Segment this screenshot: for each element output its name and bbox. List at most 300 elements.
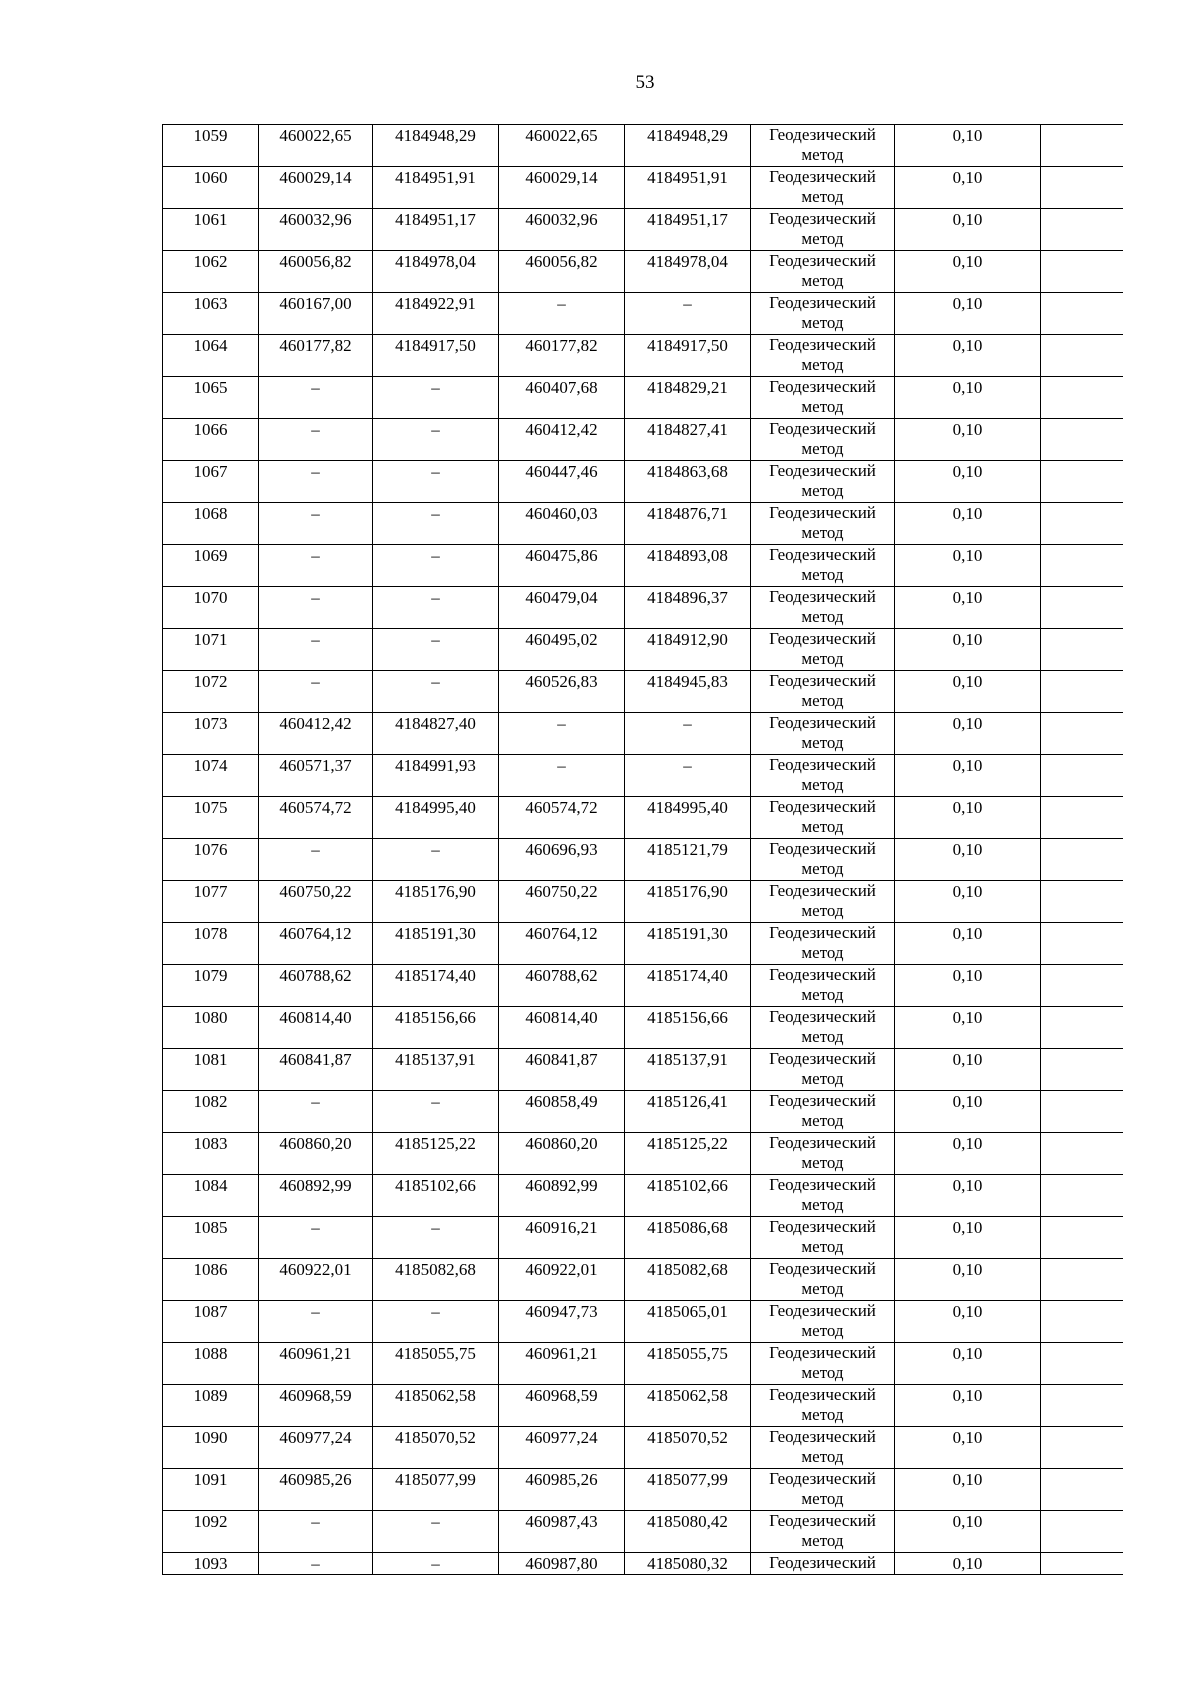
cell-value: 0,10 [952,546,983,565]
cell-value: 0,10 [952,420,983,439]
old-x-cell [259,1511,373,1553]
accuracy-cell [895,1301,1041,1343]
cell-value: 4184978,04 [395,252,476,271]
empty-cell [1041,1175,1123,1217]
cell-value: 4184945,83 [647,672,728,691]
new-y-cell [625,377,751,419]
cell-value: 460860,20 [279,1134,352,1153]
cell-value: – [311,504,320,523]
cell-value: 1060 [193,168,228,187]
method-cell [751,125,895,167]
cell-value: 1090 [193,1428,228,1447]
cell-value: 460574,72 [525,798,598,817]
cell-value: 0,10 [952,1008,983,1027]
cell-value: 460495,02 [525,630,598,649]
method-text: Геодезический [769,1511,876,1530]
new-y-cell [625,1259,751,1301]
old-y-cell [373,755,499,797]
old-y-cell [373,293,499,335]
method-cell [751,209,895,251]
new-x-cell [499,839,625,881]
new-y-cell [625,461,751,503]
method-text: Геодезический [769,1133,876,1152]
cell-value: 460892,99 [279,1176,352,1195]
method-text: Геодезический [769,1007,876,1026]
empty-cell [1041,587,1123,629]
table-row [163,881,1123,923]
cell-value: – [431,630,440,649]
cell-value: 4184827,40 [395,714,476,733]
empty-cell [1041,377,1123,419]
new-x-cell [499,1469,625,1511]
cell-value: 0,10 [952,378,983,397]
point-number-cell [163,461,259,503]
empty-cell [1041,881,1123,923]
method-cell [751,1553,895,1575]
method-text: Геодезический [769,797,876,816]
cell-value: – [311,1092,320,1111]
new-y-cell [625,1301,751,1343]
table-row [163,419,1123,461]
method-text: Геодезический [769,839,876,858]
cell-value: 4184863,68 [647,462,728,481]
cell-value: 4185070,52 [647,1428,728,1447]
point-number-cell [163,587,259,629]
cell-value: – [557,294,566,313]
method-cell [751,335,895,377]
cell-value: 4184829,21 [647,378,728,397]
method-text-continued: метод [801,1195,844,1214]
table-row [163,671,1123,713]
cell-value: 1071 [193,630,228,649]
method-cell [751,1511,895,1553]
accuracy-cell [895,167,1041,209]
table-row [163,251,1123,293]
method-text-continued: метод [801,523,844,542]
new-x-cell [499,1259,625,1301]
method-text-continued: метод [801,1363,844,1382]
cell-value: – [431,672,440,691]
point-number-cell [163,881,259,923]
cell-value: 4185176,90 [395,882,476,901]
method-cell [751,1133,895,1175]
cell-value: 1092 [193,1512,228,1531]
cell-value: 0,10 [952,504,983,523]
method-text: Геодезический [769,1385,876,1404]
method-text-continued: метод [801,943,844,962]
cell-value: 0,10 [952,882,983,901]
method-cell [751,461,895,503]
old-x-cell [259,839,373,881]
method-text: Геодезический [769,965,876,984]
cell-value: 460056,82 [525,252,598,271]
accuracy-cell [895,251,1041,293]
cell-value: 4185156,66 [647,1008,728,1027]
new-y-cell [625,797,751,839]
old-x-cell [259,1217,373,1259]
cell-value: 1064 [193,336,228,355]
new-x-cell [499,503,625,545]
cell-value: – [431,1302,440,1321]
cell-value: 1080 [193,1008,228,1027]
method-text: Геодезический [769,923,876,942]
cell-value: 4184991,93 [395,756,476,775]
method-text-continued: метод [801,691,844,710]
point-number-cell [163,1427,259,1469]
new-y-cell [625,1007,751,1049]
cell-value: 1068 [193,504,228,523]
point-number-cell [163,419,259,461]
new-x-cell [499,1301,625,1343]
cell-value: 460032,96 [525,210,598,229]
method-cell [751,503,895,545]
old-x-cell [259,965,373,1007]
cell-value: 4184951,17 [647,210,728,229]
cell-value: 460961,21 [279,1344,352,1363]
method-text-continued: метод [801,439,844,458]
method-text: Геодезический [769,1217,876,1236]
new-x-cell [499,1511,625,1553]
cell-value: 0,10 [952,1428,983,1447]
empty-cell [1041,419,1123,461]
cell-value: 1088 [193,1344,228,1363]
cell-value: 0,10 [952,252,983,271]
cell-value: 460574,72 [279,798,352,817]
method-cell [751,419,895,461]
method-text: Геодезический [769,1175,876,1194]
new-y-cell [625,1343,751,1385]
cell-value: 0,10 [952,1512,983,1531]
table-row [163,629,1123,671]
old-x-cell [259,1385,373,1427]
cell-value: 4185065,01 [647,1302,728,1321]
empty-cell [1041,167,1123,209]
table-row [163,461,1123,503]
old-y-cell [373,335,499,377]
new-x-cell [499,1049,625,1091]
new-y-cell [625,167,751,209]
old-x-cell [259,629,373,671]
cell-value: 1062 [193,252,228,271]
empty-cell [1041,755,1123,797]
cell-value: – [311,1554,320,1573]
method-text: Геодезический [769,713,876,732]
cell-value: 460475,86 [525,546,598,565]
new-x-cell [499,1385,625,1427]
cell-value: 460177,82 [279,336,352,355]
old-x-cell [259,1553,373,1575]
cell-value: 0,10 [952,1176,983,1195]
cell-value: 4184948,29 [647,126,728,145]
accuracy-cell [895,923,1041,965]
old-y-cell [373,1259,499,1301]
empty-cell [1041,1511,1123,1553]
method-text-continued: метод [801,607,844,626]
method-text: Геодезический [769,1049,876,1068]
method-cell [751,1427,895,1469]
empty-cell [1041,1427,1123,1469]
accuracy-cell [895,1385,1041,1427]
cell-value: 1074 [193,756,228,775]
method-text-continued: метод [801,1279,844,1298]
point-number-cell [163,377,259,419]
cell-value: 460841,87 [279,1050,352,1069]
cell-value: 4184922,91 [395,294,476,313]
empty-cell [1041,461,1123,503]
cell-value: 0,10 [952,462,983,481]
old-y-cell [373,1301,499,1343]
empty-cell [1041,629,1123,671]
method-cell [751,965,895,1007]
point-number-cell [163,1133,259,1175]
method-text-continued: метод [801,649,844,668]
point-number-cell [163,545,259,587]
accuracy-cell [895,377,1041,419]
old-x-cell [259,755,373,797]
old-x-cell [259,587,373,629]
method-cell [751,1049,895,1091]
point-number-cell [163,755,259,797]
table-row [163,1343,1123,1385]
method-text-continued: метод [801,1111,844,1130]
cell-value: 460858,49 [525,1092,598,1111]
old-y-cell [373,419,499,461]
point-number-cell [163,293,259,335]
cell-value: 460860,20 [525,1134,598,1153]
method-cell [751,1301,895,1343]
cell-value: – [311,630,320,649]
old-x-cell [259,167,373,209]
point-number-cell [163,1049,259,1091]
old-x-cell [259,881,373,923]
table-row [163,1217,1123,1259]
cell-value: 4185062,58 [395,1386,476,1405]
method-text-continued: метод [801,1321,844,1340]
accuracy-cell [895,629,1041,671]
point-number-cell [163,503,259,545]
table-row [163,839,1123,881]
new-x-cell [499,377,625,419]
new-x-cell [499,1217,625,1259]
old-y-cell [373,1385,499,1427]
empty-cell [1041,1091,1123,1133]
old-x-cell [259,251,373,293]
old-y-cell [373,881,499,923]
new-x-cell [499,545,625,587]
table-row [163,125,1123,167]
cell-value: 0,10 [952,294,983,313]
method-text: Геодезический [769,629,876,648]
point-number-cell [163,629,259,671]
new-y-cell [625,209,751,251]
empty-cell [1041,209,1123,251]
cell-value: 0,10 [952,1554,983,1573]
cell-value: – [311,588,320,607]
old-y-cell [373,1133,499,1175]
method-text-continued: метод [801,1027,844,1046]
cell-value: 4185086,68 [647,1218,728,1237]
method-cell [751,1091,895,1133]
method-text: Геодезический [769,1301,876,1320]
new-y-cell [625,1175,751,1217]
cell-value: 460764,12 [279,924,352,943]
cell-value: 4185121,79 [647,840,728,859]
method-text-continued: метод [801,313,844,332]
cell-value: 4184827,41 [647,420,728,439]
new-x-cell [499,881,625,923]
cell-value: 1067 [193,462,228,481]
cell-value: 4185137,91 [647,1050,728,1069]
cell-value: 4184893,08 [647,546,728,565]
method-text: Геодезический [769,377,876,396]
cell-value: 460977,24 [279,1428,352,1447]
new-x-cell [499,923,625,965]
table-row [163,797,1123,839]
cell-value: 460029,14 [525,168,598,187]
method-cell [751,293,895,335]
table-row [163,1133,1123,1175]
old-x-cell [259,377,373,419]
table-row [163,713,1123,755]
accuracy-cell [895,419,1041,461]
cell-value: – [311,1512,320,1531]
old-y-cell [373,587,499,629]
new-x-cell [499,335,625,377]
accuracy-cell [895,503,1041,545]
method-text-continued: метод [801,1153,844,1172]
cell-value: 0,10 [952,168,983,187]
cell-value: 460977,24 [525,1428,598,1447]
method-text-continued: метод [801,187,844,206]
point-number-cell [163,1007,259,1049]
cell-value: 460479,04 [525,588,598,607]
method-text-continued: метод [801,1447,844,1466]
method-cell [751,1385,895,1427]
cell-value: 4184876,71 [647,504,728,523]
accuracy-cell [895,1133,1041,1175]
point-number-cell [163,335,259,377]
point-number-cell [163,1301,259,1343]
new-x-cell [499,293,625,335]
cell-value: 0,10 [952,1260,983,1279]
new-y-cell [625,923,751,965]
table-row [163,1049,1123,1091]
cell-value: 0,10 [952,1050,983,1069]
cell-value: 4184951,91 [647,168,728,187]
empty-cell [1041,797,1123,839]
method-cell [751,839,895,881]
point-number-cell [163,1217,259,1259]
cell-value: 460447,46 [525,462,598,481]
cell-value: 1093 [193,1554,228,1573]
cell-value: – [683,294,692,313]
accuracy-cell [895,1511,1041,1553]
empty-cell [1041,293,1123,335]
cell-value: 4185137,91 [395,1050,476,1069]
new-y-cell [625,713,751,755]
old-y-cell [373,1553,499,1575]
new-y-cell [625,671,751,713]
new-y-cell [625,1553,751,1575]
new-x-cell [499,755,625,797]
table-row [163,1259,1123,1301]
method-text-continued: метод [801,145,844,164]
point-number-cell [163,1511,259,1553]
accuracy-cell [895,881,1041,923]
cell-value: 460987,80 [525,1554,598,1573]
accuracy-cell [895,125,1041,167]
old-x-cell [259,293,373,335]
table-row [163,1175,1123,1217]
old-y-cell [373,1091,499,1133]
new-y-cell [625,839,751,881]
table-row [163,587,1123,629]
cell-value: 1065 [193,378,228,397]
new-y-cell [625,419,751,461]
method-text: Геодезический [769,251,876,270]
accuracy-cell [895,545,1041,587]
new-x-cell [499,1091,625,1133]
accuracy-cell [895,839,1041,881]
old-y-cell [373,797,499,839]
cell-value: 460788,62 [279,966,352,985]
new-x-cell [499,419,625,461]
method-text: Геодезический [769,503,876,522]
cell-value: 4185077,99 [647,1470,728,1489]
cell-value: 4184951,91 [395,168,476,187]
old-x-cell [259,419,373,461]
method-text: Геодезический [769,1343,876,1362]
method-text: Геодезический [769,1427,876,1446]
old-y-cell [373,251,499,293]
cell-value: 1072 [193,672,228,691]
table-row [163,377,1123,419]
old-x-cell [259,1343,373,1385]
new-x-cell [499,965,625,1007]
cell-value: 0,10 [952,840,983,859]
old-x-cell [259,923,373,965]
point-number-cell [163,1469,259,1511]
coordinates-table [162,124,1123,1575]
old-x-cell [259,671,373,713]
cell-value: 1082 [193,1092,228,1111]
table-row [163,1301,1123,1343]
new-y-cell [625,1091,751,1133]
cell-value: – [683,714,692,733]
method-text-continued: метод [801,481,844,500]
accuracy-cell [895,461,1041,503]
cell-value: 1076 [193,840,228,859]
empty-cell [1041,503,1123,545]
cell-value: 4184995,40 [395,798,476,817]
table-row [163,209,1123,251]
cell-value: 460412,42 [279,714,352,733]
cell-value: – [431,504,440,523]
new-y-cell [625,755,751,797]
accuracy-cell [895,335,1041,377]
cell-value: 460968,59 [525,1386,598,1405]
new-y-cell [625,545,751,587]
old-y-cell [373,1175,499,1217]
old-y-cell [373,713,499,755]
cell-value: 4185176,90 [647,882,728,901]
table-row [163,923,1123,965]
old-x-cell [259,335,373,377]
old-x-cell [259,713,373,755]
old-y-cell [373,671,499,713]
old-x-cell [259,209,373,251]
new-y-cell [625,1385,751,1427]
